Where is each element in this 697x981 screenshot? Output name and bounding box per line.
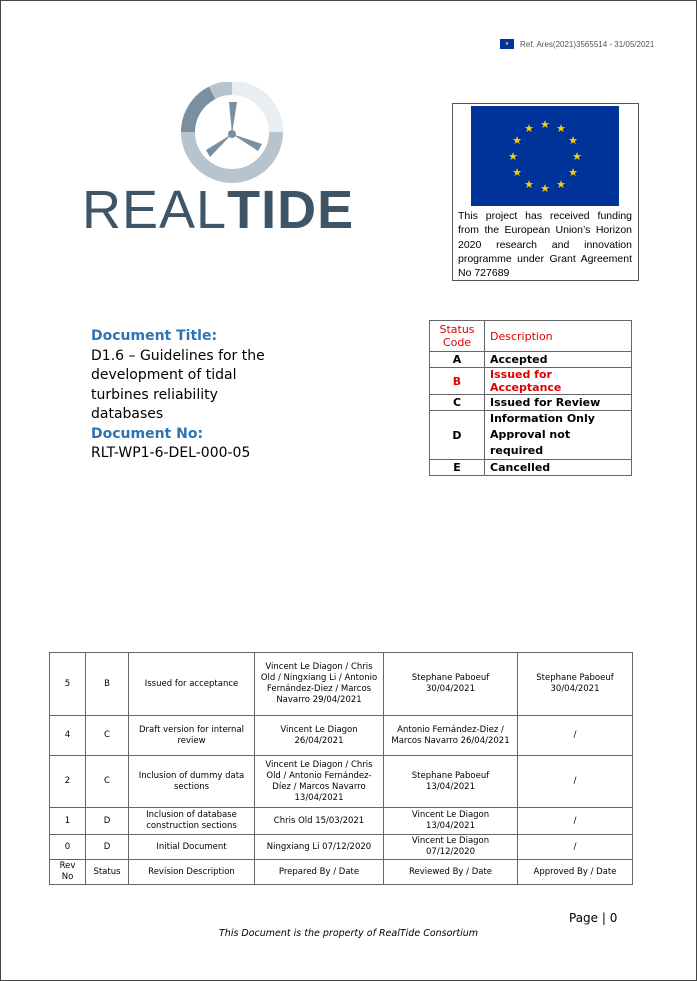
logo-text-bold: TIDE xyxy=(227,180,355,240)
footer-text: This Document is the property of RealTide Consortium xyxy=(219,928,478,939)
rev-no-cell: 4 xyxy=(50,716,86,756)
status-cell: D xyxy=(86,835,129,860)
approved-cell: / xyxy=(518,756,633,808)
reviewed-cell: Vincent Le Diagon 07/12/2020 xyxy=(384,835,518,860)
rev-no-cell: 2 xyxy=(50,756,86,808)
status-cell: B xyxy=(86,653,129,716)
status-description: Accepted xyxy=(485,352,632,368)
document-no: RLT-WP1-6-DEL-000-05 xyxy=(91,445,251,461)
rev-no-cell: 5 xyxy=(50,653,86,716)
prepared-header: Prepared By / Date xyxy=(255,860,384,885)
svg-text:★: ★ xyxy=(556,122,566,135)
realtide-logo xyxy=(82,82,370,242)
revision-table xyxy=(49,652,633,885)
approved-cell: / xyxy=(518,835,633,860)
status-code: C xyxy=(430,395,485,411)
prepared-cell: Vincent Le Diagon 26/04/2021 xyxy=(255,716,384,756)
document-title-label: Document Title: xyxy=(91,328,218,344)
prepared-cell: Vincent Le Diagon / Chris Old / Antonio Fernández-Díez / Marcos Navarro 13/04/2021 xyxy=(255,756,384,808)
rev-no-header: Rev No xyxy=(50,860,86,885)
status-cell: D xyxy=(86,808,129,835)
document-no-label: Document No: xyxy=(91,425,204,442)
svg-text:★: ★ xyxy=(556,178,566,191)
reviewed-cell: Vincent Le Diagon 13/04/2021 xyxy=(384,808,518,835)
svg-text:REALTIDE xyxy=(82,180,354,240)
rev-no-cell: 1 xyxy=(50,808,86,835)
reference-stamp xyxy=(500,39,654,49)
status-code: E xyxy=(430,460,485,476)
status-description: Issued for Acceptance xyxy=(485,368,632,395)
status-cell: C xyxy=(86,756,129,808)
description-cell: Issued for acceptance xyxy=(129,653,255,716)
approved-cell: Stephane Paboeuf 30/04/2021 xyxy=(518,653,633,716)
document-title: D1.6 – Guidelines for the development of tidal turbines reliability databases xyxy=(91,347,265,422)
description-cell: Inclusion of dummy data sections xyxy=(129,756,255,808)
document-info xyxy=(91,327,291,464)
description-header: Revision Description xyxy=(129,860,255,885)
status-code: D xyxy=(430,411,485,460)
logo-text-light: REAL xyxy=(82,180,228,240)
description-cell: Inclusion of database construction sections xyxy=(129,808,255,835)
svg-text:★: ★ xyxy=(540,182,550,195)
description-cell: Draft version for internal review xyxy=(129,716,255,756)
funding-statement: This project has received funding from the European Union’s Horizon 2020 research and innovation programme under Grant Agreement No 727689 xyxy=(458,210,632,280)
status-header: Status xyxy=(86,860,129,885)
svg-text:★: ★ xyxy=(524,122,534,135)
svg-text:★: ★ xyxy=(572,150,582,163)
svg-text:★: ★ xyxy=(512,166,522,179)
svg-text:★: ★ xyxy=(540,118,550,131)
eu-flag-icon xyxy=(471,106,619,206)
status-cell: C xyxy=(86,716,129,756)
page-number: Page | 0 xyxy=(569,911,618,925)
status-description: Information Only Approval not required xyxy=(485,411,632,460)
reviewed-cell: Stephane Paboeuf 30/04/2021 xyxy=(384,653,518,716)
status-code: B xyxy=(430,368,485,395)
status-description: Cancelled xyxy=(485,460,632,476)
status-description: Issued for Review xyxy=(485,395,632,411)
approved-cell: / xyxy=(518,808,633,835)
prepared-cell: Vincent Le Diagon / Chris Old / Ningxiang Li / Antonio Fernández-Diez / Marcos Navarro 29/04/2021 xyxy=(255,653,384,716)
prepared-cell: Chris Old 15/03/2021 xyxy=(255,808,384,835)
svg-text:★: ★ xyxy=(568,134,578,147)
svg-text:★: ★ xyxy=(512,134,522,147)
description-header: Description xyxy=(485,321,632,352)
approved-cell: / xyxy=(518,716,633,756)
reviewed-cell: Stephane Paboeuf 13/04/2021 xyxy=(384,756,518,808)
reviewed-header: Reviewed By / Date xyxy=(384,860,518,885)
approved-header: Approved By / Date xyxy=(518,860,633,885)
reference-text: Ref. Ares(2021)3565514 - 31/05/2021 xyxy=(520,39,655,49)
description-cell: Initial Document xyxy=(129,835,255,860)
eu-funding-box xyxy=(452,103,639,281)
svg-text:★: ★ xyxy=(508,150,518,163)
status-code-header: Status Code xyxy=(430,321,485,352)
prepared-cell: Ningxiang Li 07/12/2020 xyxy=(255,835,384,860)
turbine-logo-icon xyxy=(188,88,276,176)
svg-text:★: ★ xyxy=(524,178,534,191)
svg-text:★: ★ xyxy=(568,166,578,179)
status-code: A xyxy=(430,352,485,368)
eu-flag-icon: ★ xyxy=(500,39,514,49)
status-code-table xyxy=(429,320,632,476)
rev-no-cell: 0 xyxy=(50,835,86,860)
reviewed-cell: Antonio Fernández-Diez / Marcos Navarro 26/04/2021 xyxy=(384,716,518,756)
